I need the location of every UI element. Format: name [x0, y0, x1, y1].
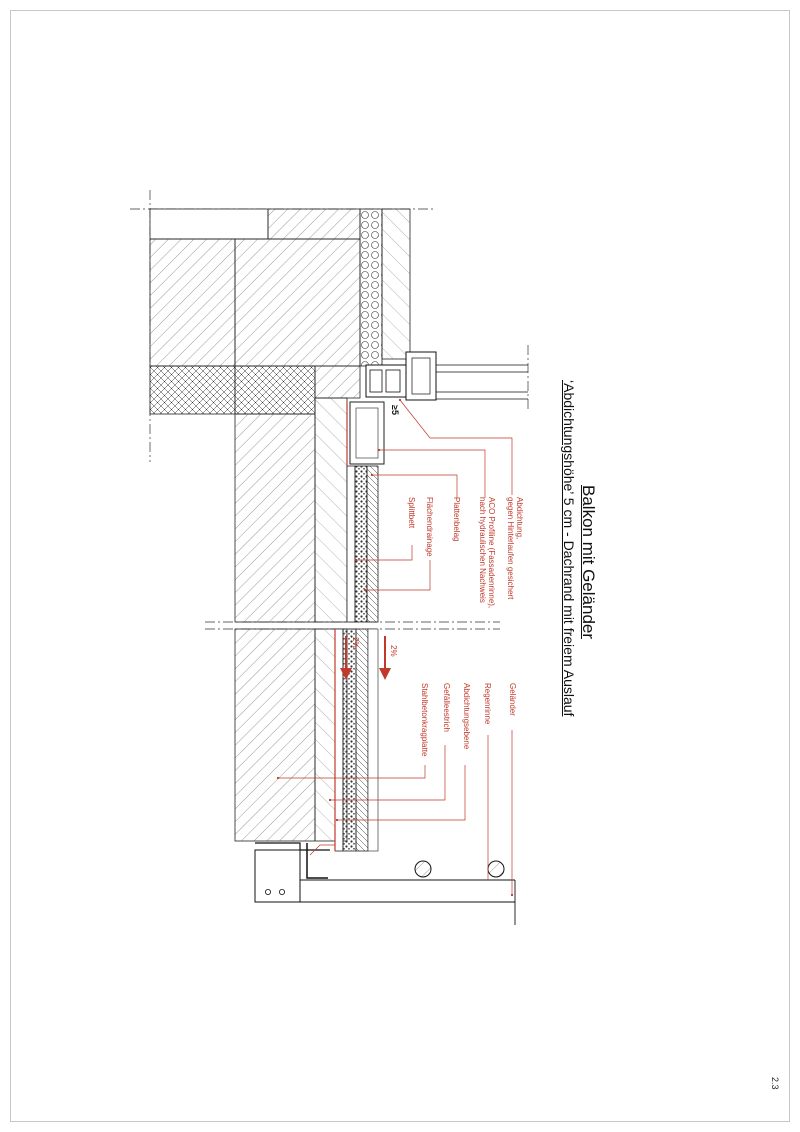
- label-abdichtung: Abdichtung,: [515, 497, 524, 540]
- label-abdichtungsebene: Abdichtungsebene: [462, 683, 471, 750]
- upper-slab: [235, 398, 384, 622]
- label-splittbett: Splittbett: [407, 497, 416, 529]
- drawing-title: Balkon mit Geländer: [579, 485, 598, 640]
- label-aco-profiline: ACO Profiline (Fassadenrinne),: [487, 497, 496, 609]
- edge-and-railing: [255, 843, 515, 925]
- label-plattenbelag: Plattenbelag: [452, 497, 461, 542]
- label-aco-profiline-2: nach hydraulischen Nachweis: [478, 497, 487, 603]
- page-number: 2.3: [770, 1077, 780, 1090]
- label-gelaender: Geländer: [508, 683, 517, 716]
- slope-label-a: 2%: [351, 637, 360, 649]
- label-gefaelleestrich: Gefälleestrich: [442, 683, 451, 732]
- drawing-subtitle: ‘Abdichtungshöhe’ 5 cm - Dachrand mit freiem Auslauf: [561, 380, 577, 717]
- lower-slab: [235, 629, 378, 851]
- upper-wall: [150, 209, 410, 366]
- label-flaechendrainage: Flächendrainage: [425, 497, 434, 557]
- label-regenrinne: Regenrinne: [483, 683, 492, 725]
- label-abdichtung-2: gegen Hinterlaufen gesichert: [506, 497, 515, 600]
- dimension-label: ≥5: [390, 405, 400, 415]
- slope-label-b: 2%: [389, 645, 398, 657]
- label-stahlbetonkragplatte: Stahlbetonkragplatte: [420, 683, 429, 757]
